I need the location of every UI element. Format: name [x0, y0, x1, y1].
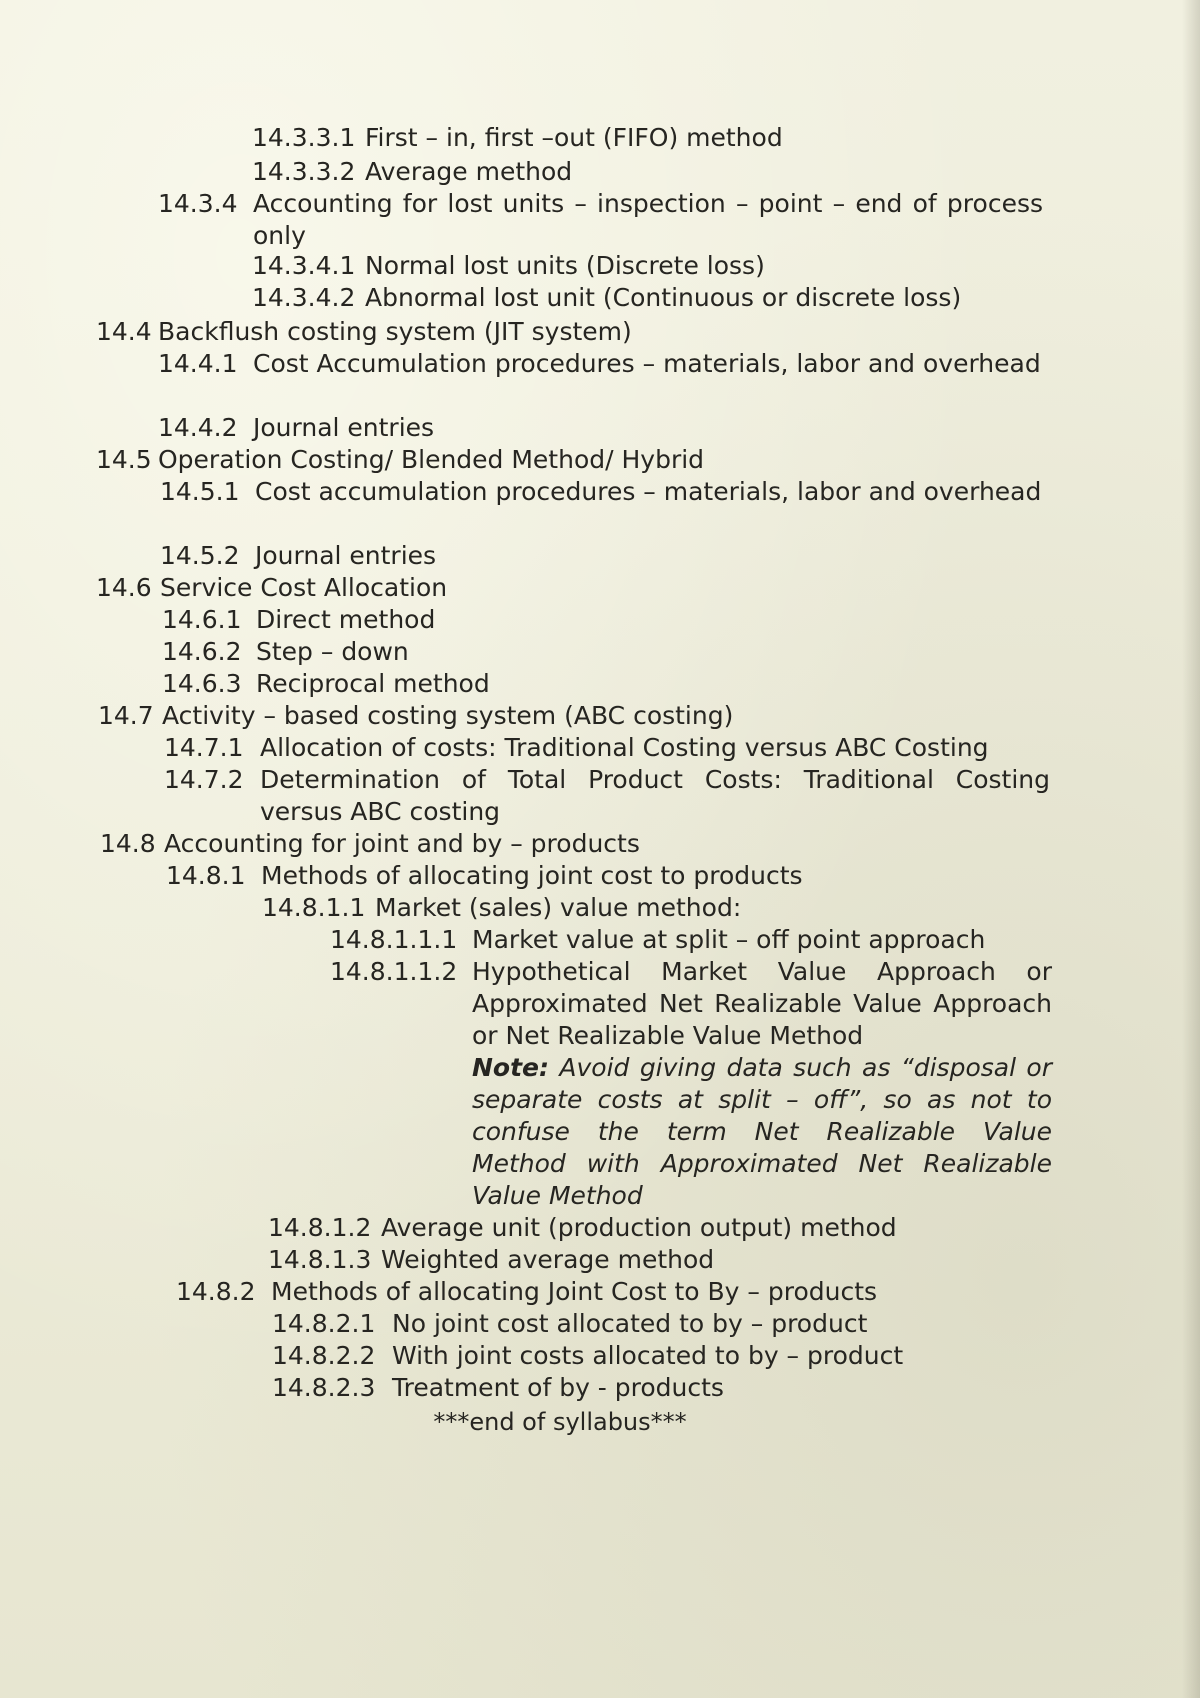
item-number: 14.8.2.1 — [272, 1309, 376, 1338]
item-number: 14.8.1.3 — [268, 1245, 372, 1274]
item-number: 14.4 — [96, 317, 152, 346]
item-number: 14.3.3.2 — [252, 157, 356, 186]
item-text: Abnormal lost unit (Continuous or discrete loss) — [365, 283, 962, 312]
outline-item — [252, 282, 1065, 314]
item-number: 14.5.1 — [160, 477, 240, 506]
outline-item — [162, 668, 1046, 700]
item-text: Reciprocal method — [256, 669, 490, 698]
item-number: 14.3.3.1 — [252, 123, 356, 152]
item-text: Backflush costing system (JIT system) — [158, 317, 632, 346]
item-number: 14.7 — [98, 701, 154, 730]
item-number: 14.8.1.2 — [268, 1213, 372, 1242]
outline-item — [268, 1244, 1071, 1276]
outline-item — [98, 700, 962, 732]
item-number: 14.6.1 — [162, 605, 242, 634]
item-text: Accounting for joint and by – products — [164, 829, 640, 858]
item-text: Step – down — [256, 637, 409, 666]
outline-item — [96, 572, 960, 604]
outline-item — [160, 540, 1045, 572]
item-text: Normal lost units (Discrete loss) — [365, 251, 765, 280]
item-number: 14.3.4 — [158, 189, 238, 218]
item-number: 14.8.1.1.2 — [330, 957, 458, 986]
item-number: 14.4.2 — [158, 413, 238, 442]
outline-item — [252, 122, 1045, 154]
item-text: Direct method — [256, 605, 436, 634]
outline-item — [100, 828, 964, 860]
item-text: Activity – based costing system (ABC costing) — [162, 701, 734, 730]
item-number: 14.8 — [100, 829, 156, 858]
note-label: Note: — [472, 1053, 550, 1082]
item-number: 14.5 — [96, 445, 152, 474]
outline-item — [164, 732, 1050, 764]
item-number: 14.8.2.3 — [272, 1373, 376, 1402]
item-text: Cost Accumulation procedures – materials, labor and overhead — [253, 349, 1041, 378]
outline-item — [330, 924, 1052, 956]
item-number: 14.7.1 — [164, 733, 244, 762]
outline-item — [158, 348, 1043, 380]
outline-item — [252, 156, 1045, 188]
item-number: 14.8.2 — [176, 1277, 256, 1306]
outline-item — [330, 956, 1052, 1052]
item-text: Operation Costing/ Blended Method/ Hybrid — [158, 445, 705, 474]
note-block — [472, 1052, 1052, 1212]
item-text: Hypothetical Market Value Approach or Approximated Net Realizable Value Approach or Net Realizable Value Method — [472, 957, 1052, 1050]
outline-item — [96, 316, 958, 348]
item-text: Average unit (production output) method — [381, 1213, 897, 1242]
item-text: Market (sales) value method: — [375, 893, 742, 922]
item-text: Treatment of by - products — [392, 1373, 724, 1402]
outline-item — [158, 412, 1043, 444]
item-number: 14.5.2 — [160, 541, 240, 570]
item-text: With joint costs allocated to by – product — [392, 1341, 904, 1370]
outline-item — [164, 764, 1050, 828]
outline-item — [272, 1308, 1072, 1340]
item-text: Allocation of costs: Traditional Costing versus ABC Costing — [260, 733, 989, 762]
outline-item — [160, 476, 1045, 508]
item-text: Methods of allocating Joint Cost to By – products — [271, 1277, 878, 1306]
item-number: 14.8.1.1.1 — [330, 925, 458, 954]
outline-item — [166, 860, 1051, 892]
item-text: Methods of allocating joint cost to products — [261, 861, 803, 890]
item-text: No joint cost allocated to by – product — [392, 1309, 868, 1338]
item-number: 14.8.1 — [166, 861, 246, 890]
item-number: 14.8.2.2 — [272, 1341, 376, 1370]
outline-item — [162, 604, 1046, 636]
item-text: First – in, first –out (FIFO) method — [365, 123, 783, 152]
note-text: Avoid giving data such as “disposal or separate costs at split – off”, so as not to confuse the term Net Realizable Value Method with Approximated Net Realizable Value Method — [472, 1053, 1052, 1210]
outline-item — [272, 1340, 1072, 1372]
item-text: Weighted average method — [381, 1245, 715, 1274]
outline-item — [268, 1212, 1071, 1244]
item-number: 14.6.2 — [162, 637, 242, 666]
outline-item — [96, 444, 958, 476]
outline-item — [158, 188, 1043, 252]
item-text: Service Cost Allocation — [160, 573, 448, 602]
outline-item — [262, 892, 1065, 924]
item-number: 14.3.4.1 — [252, 251, 356, 280]
outline-item — [162, 636, 1046, 668]
outline-item — [272, 1372, 1072, 1404]
outline-item — [176, 1276, 1061, 1308]
item-number: 14.3.4.2 — [252, 283, 356, 312]
item-number: 14.4.1 — [158, 349, 238, 378]
item-number: 14.8.1.1 — [262, 893, 366, 922]
item-number: 14.6.3 — [162, 669, 242, 698]
item-text: Accounting for lost units – inspection – point – end of process only — [253, 189, 1043, 250]
item-text: Average method — [365, 157, 573, 186]
item-text: Journal entries — [255, 541, 437, 570]
item-text: Cost accumulation procedures – materials, labor and overhead — [255, 477, 1042, 506]
outline-item — [252, 250, 1045, 282]
item-number: 14.7.2 — [164, 765, 244, 794]
item-text: Determination of Total Product Costs: Traditional Costing versus ABC costing — [260, 765, 1050, 826]
item-number: 14.6 — [96, 573, 152, 602]
page-edge-shadow — [1182, 0, 1200, 1698]
end-of-syllabus: ***end of syllabus*** — [433, 1408, 687, 1436]
item-text: Market value at split – off point approach — [472, 925, 986, 954]
item-text: Journal entries — [253, 413, 435, 442]
